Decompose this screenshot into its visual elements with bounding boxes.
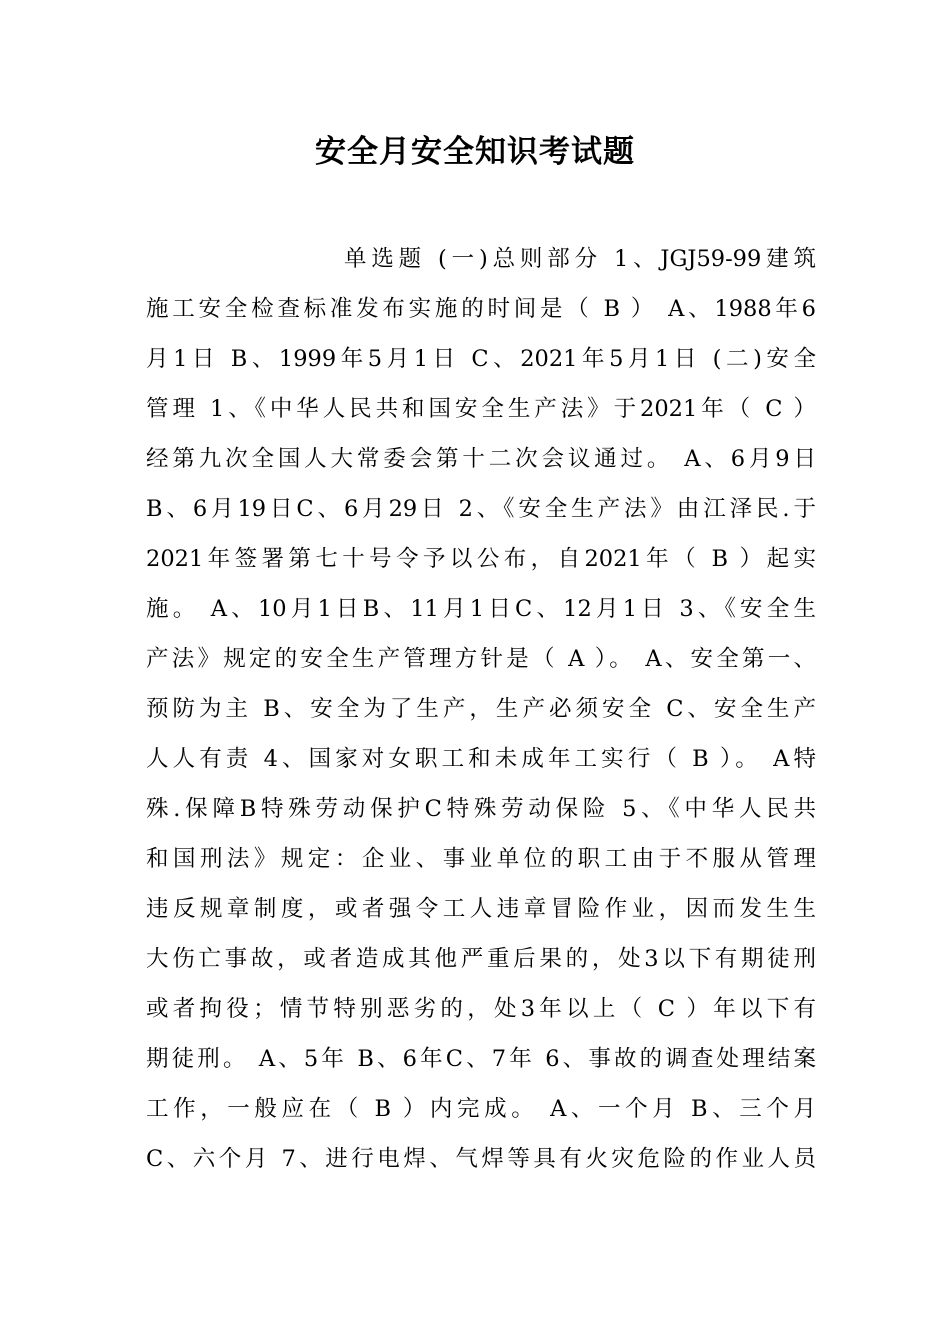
body-line: 违反规章制度，或者强令工人违章冒险作业，因而发生生 (146, 896, 816, 922)
body-line: 产法》规定的安全生产管理方针是（ A ）。 A、安全第一、 (146, 646, 816, 672)
body-line: 2021年签署第七十号令予以公布，自2021年（ B ）起实 (146, 546, 816, 572)
document-title: 安全月安全知识考试题 (315, 134, 635, 170)
body-line: C、六个月 7、进行电焊、气焊等具有火灾危险的作业人员 (146, 1146, 816, 1172)
body-line: 单选题 (一)总则部分 1、JGJ59-99建筑 (344, 246, 816, 272)
body-line: 和国刑法》规定：企业、事业单位的职工由于不服从管理 (146, 846, 816, 872)
document-body (146, 234, 816, 1184)
body-line: 经第九次全国人大常委会第十二次会议通过。 A、6月9日 (146, 446, 816, 472)
body-line: 施工安全检查标准发布实施的时间是（ B ） A、1988年6 (146, 296, 816, 322)
body-line: 大伤亡事故，或者造成其他严重后果的，处3以下有期徒刑 (146, 946, 816, 972)
body-line: 或者拘役；情节特别恶劣的，处3年以上（ C ）年以下有 (146, 996, 816, 1022)
body-line: 施。 A、10月1日B、11月1日C、12月1日 3、《安全生 (146, 596, 816, 622)
body-line: 管理 1、《中华人民共和国安全生产法》于2021年（ C ） (146, 396, 816, 422)
body-line: 人人有责 4、国家对女职工和未成年工实行（ B ）。 A特 (146, 746, 816, 772)
body-line: 期徒刑。 A、5年 B、6年C、7年 6、事故的调查处理结案 (146, 1046, 816, 1072)
body-line: 预防为主 B、安全为了生产，生产必须安全 C、安全生产 (146, 696, 816, 722)
body-line: 殊.保障B特殊劳动保护C特殊劳动保险 5、《中华人民共 (146, 796, 816, 822)
body-line: B、6月19日C、6月29日 2、《安全生产法》由江泽民.于 (146, 496, 816, 522)
body-line: 月1日 B、1999年5月1日 C、2021年5月1日 (二)安全 (146, 346, 816, 372)
body-line: 工作，一般应在（ B ）内完成。 A、一个月 B、三个月 (146, 1096, 816, 1122)
